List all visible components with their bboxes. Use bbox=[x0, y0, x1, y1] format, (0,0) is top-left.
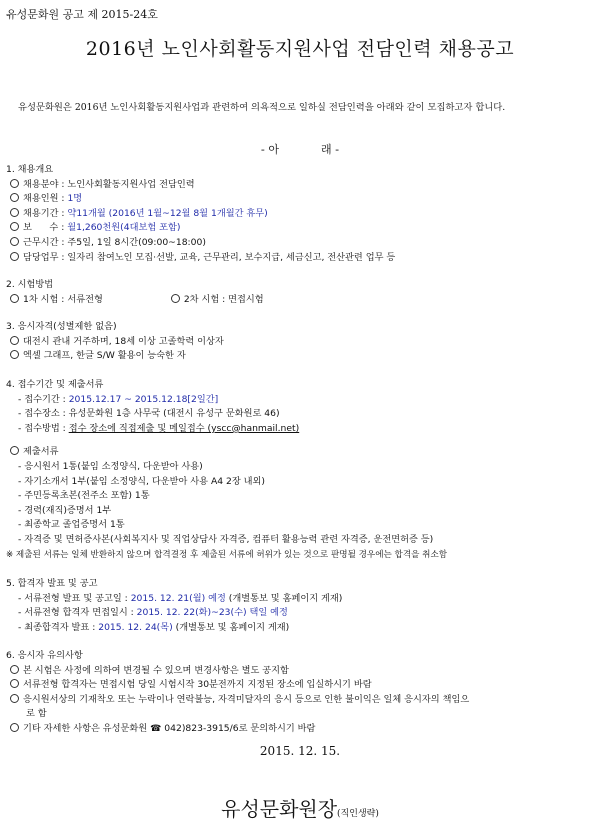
list-item: 1차 시험 : 서류전형 2차 시험 : 면접시험 bbox=[6, 293, 596, 308]
circle-bullet-icon bbox=[10, 179, 19, 188]
section-announcement bbox=[6, 577, 596, 635]
list-item: - 접수장소 : 유성문화원 1층 사무국 (대전시 유성구 문화원로 46) bbox=[18, 408, 280, 420]
circle-bullet-icon bbox=[10, 252, 19, 261]
section-eligibility bbox=[6, 320, 596, 364]
list-item: - 접수기간 : 2015.12.17 ~ 2015.12.18[2일간] bbox=[18, 393, 219, 405]
list-item: 담당업무 : 일자리 참여노인 모집·선발, 교육, 근무관리, 보수지급, 세금신고, 전산관련 업무 등 bbox=[6, 251, 596, 266]
circle-bullet-icon bbox=[10, 665, 19, 674]
circle-bullet-icon bbox=[10, 350, 19, 359]
circle-bullet-icon bbox=[10, 679, 19, 688]
ara-right: 래 - bbox=[321, 143, 340, 156]
list-item: 채용기간 : 약11개월 (2016년 1월~12월 8월 1개월간 휴무) bbox=[6, 207, 596, 222]
section-exam-method bbox=[6, 278, 596, 307]
list-item: 응시원서상의 기재착오 또는 누락이나 연락불능, 자격미달자의 응시 등으로 인한 불이익은 일체 응시자의 책임으 bbox=[6, 693, 596, 708]
list-item: 서류전형 합격자는 면접시험 당일 시험시작 30분전까지 지정된 장소에 입실하시기 바람 bbox=[6, 678, 596, 693]
section-heading: 3. 응시자격(성별제한 없음) bbox=[6, 321, 117, 332]
circle-bullet-icon bbox=[10, 446, 19, 455]
list-item: 근무시간 : 주5일, 1일 8시간(09:00~18:00) bbox=[6, 236, 596, 251]
section-heading: 2. 시험방법 bbox=[6, 279, 54, 290]
section-heading: 6. 응시자 유의사항 bbox=[6, 650, 83, 661]
signature-name: 유성문화원장 bbox=[221, 797, 338, 821]
list-item: - 서류전형 발표 및 공고일 : 2015. 12. 21(월) 예정 (개별통보 및 홈페이지 게재) bbox=[18, 592, 343, 604]
circle-bullet-icon bbox=[10, 193, 19, 202]
seal-note: (직인생략) bbox=[337, 809, 379, 819]
circle-bullet-icon bbox=[10, 222, 19, 231]
list-item: - 접수방법 : 접수 장소에 직접제출 및 메일접수 (yscc@hanmail.net) bbox=[18, 422, 300, 434]
circle-bullet-icon bbox=[10, 694, 19, 703]
notice-number: 유성문화원 공고 제 2015-24호 bbox=[6, 8, 158, 21]
email-link[interactable]: 접수 장소에 직접제출 및 메일접수 (yscc@hanmail.net) bbox=[68, 422, 300, 434]
list-item: 제출서류 bbox=[6, 445, 596, 460]
circle-bullet-icon bbox=[171, 294, 180, 303]
list-item: 본 시험은 사정에 의하여 변경될 수 있으며 변경사항은 별도 공지함 bbox=[6, 664, 596, 679]
list-item: 보 수 : 월1,260천원(4대보험 포함) bbox=[6, 221, 596, 236]
list-item: 기타 자세한 사항은 유성문화원 ☎ 042)823-3915/6로 문의하시기 바람 bbox=[6, 722, 596, 737]
telephone-icon: ☎ bbox=[150, 723, 162, 734]
intro-paragraph: 유성문화원은 2016년 노인사회활동지원사업과 관련하여 의욕적으로 일하실 전담인력을 아래와 같이 모집하고자 합니다. bbox=[18, 102, 506, 113]
section-heading: 1. 채용개요 bbox=[6, 164, 54, 175]
list-item-continuation: 로 함 bbox=[26, 708, 47, 720]
list-item: - 경력(재직)증명서 1부 bbox=[18, 504, 112, 516]
notice-date: 2015. 12. 15. bbox=[259, 744, 341, 758]
circle-bullet-icon bbox=[10, 208, 19, 217]
section-application bbox=[6, 378, 596, 562]
list-item: 채용분야 : 노인사회활동지원사업 전담인력 bbox=[6, 178, 596, 193]
circle-bullet-icon bbox=[10, 237, 19, 246]
circle-bullet-icon bbox=[10, 294, 19, 303]
circle-bullet-icon bbox=[10, 723, 19, 732]
list-item: - 최종학교 졸업증명서 1통 bbox=[18, 519, 125, 531]
section-heading: 4. 접수기간 및 제출서류 bbox=[6, 379, 104, 390]
list-item: 채용인원 : 1명 bbox=[6, 192, 596, 207]
list-item: 대전시 관내 거주하며, 18세 이상 고졸학력 이상자 bbox=[6, 335, 596, 350]
ara-heading bbox=[0, 141, 600, 157]
list-item: - 최종합격자 발표 : 2015. 12. 24(목) (개별통보 및 홈페이지 게재) bbox=[18, 621, 290, 633]
signature-block bbox=[0, 793, 600, 822]
list-item: - 자격증 및 면허증사본(사회복지사 및 직업상담사 자격증, 컴퓨터 활용능력 관련 자격증, 운전면허증 등) bbox=[18, 533, 434, 545]
section-cautions bbox=[6, 649, 596, 737]
list-item: - 자기소개서 1부(붙임 소정양식, 다운받아 사용 A4 2장 내외) bbox=[18, 475, 265, 487]
list-item: - 서류전형 합격자 면접일시 : 2015. 12. 22(화)~23(수) 택일 예정 bbox=[18, 607, 288, 619]
list-item: - 응시원서 1통(붙임 소정양식, 다운받아 사용) bbox=[18, 460, 203, 472]
ara-left: - 아 bbox=[260, 143, 279, 156]
list-item: - 주민등록초본(전주소 포함) 1통 bbox=[18, 490, 150, 502]
section-overview bbox=[6, 163, 596, 265]
list-item: 엑셀 그래프, 한글 S/W 활용이 능숙한 자 bbox=[6, 349, 596, 364]
circle-bullet-icon bbox=[10, 336, 19, 345]
notice-remark: ※ 제출된 서류는 일체 반환하지 않으며 합격결정 후 제출된 서류에 허위가 있는 것으로 판명될 경우에는 합격을 취소함 bbox=[6, 549, 448, 560]
page-title: 2016년 노인사회활동지원사업 전담인력 채용공고 bbox=[85, 38, 515, 60]
section-heading: 5. 합격자 발표 및 공고 bbox=[6, 578, 98, 589]
